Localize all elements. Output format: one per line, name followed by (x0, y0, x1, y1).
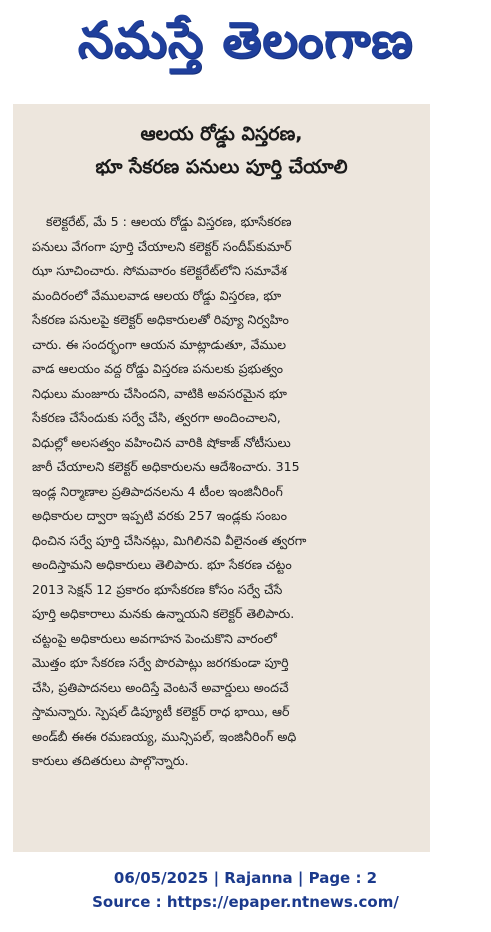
headline-line: ఆలయ రోడ్డు విస్తరణ, (140, 123, 303, 145)
body-line: పూర్తి అధికారాలు మనకు ఉన్నాయని కలెక్టర్ తెలిపారు. (32, 606, 295, 621)
body-line: స్తామన్నారు. స్పెషల్ డిప్యూటీ కలెక్టర్ రాధ భాయి, ఆర్ (32, 704, 290, 719)
body-line: 2013 సెక్షన్ 12 ప్రకారం భూసేకరణ కోసం సర్వే చేసే (32, 581, 283, 597)
body-line: చారు. ఈ సందర్భంగా ఆయన మాట్లాడుతూ, వేముల (32, 336, 287, 352)
body-line: సేకరణ పనులపై కలెక్టర్ అధికారులతో రివ్యూ నిర్వహిం (32, 312, 289, 327)
body-line: అధికారుల ద్వారా ఇప్పటి వరకు 257 ఇండ్లకు సంబం (32, 508, 287, 523)
body-line: కలెక్టరేట్, మే 5 : ఆలయ రోడ్డు విస్తరణ, భూసేకరణ (46, 214, 292, 229)
masthead-title: నమస్తే తెలంగాణ (77, 10, 414, 69)
body-line: నిధులు మంజూరు చేసిందని, వాటికి అవసరమైన భూ (32, 385, 287, 401)
body-line: సేకరణ చేసేందుకు సర్వే చేసి, త్వరగా అందించాలని, (32, 410, 281, 425)
body-line: ఝా సూచించారు. సోమవారం కలెక్టరేట్‌లోని సమావేశ (32, 263, 287, 278)
body-line: ధించిన సర్వే పూర్తి చేసినట్లు, మిగిలినవి వీలైనంత త్వరగా (32, 532, 307, 548)
body-line: మొత్తం భూ సేకరణ సర్వే పొరపాట్లు జరగకుండా పూర్తి (32, 655, 289, 670)
source-link[interactable]: Source : https://epaper.ntnews.com/ (92, 893, 399, 911)
body-line: మందిరంలో వేములవాడ ఆలయ రోడ్డు విస్తరణ, భూ (32, 287, 282, 303)
article-headline (13, 118, 430, 184)
news-clipping (13, 104, 430, 852)
body-line: జారీ చేయాలని కలెక్టర్ అధికారులను ఆదేశించారు. 315 (32, 459, 300, 474)
body-line: ఇండ్ల నిర్మాణాల ప్రతిపాదనలను 4 టీంల ఇంజినీరింగ్ (32, 483, 283, 499)
body-line: కారులు తదితరులు పాల్గొన్నారు. (32, 753, 189, 768)
article-body (32, 210, 424, 774)
body-line: చేసి, ప్రతిపాదనలు అందిస్తే వెంటనే అవార్డులు అందచే (32, 679, 289, 695)
body-line: చట్టంపై అధికారులు అవగాహన పెంచుకొని వారంలో (32, 630, 277, 646)
edition-info: 06/05/2025 | Rajanna | Page : 2 (113, 869, 378, 887)
headline-line: భూ సేకరణ పనులు పూర్తి చేయాలి (95, 156, 348, 178)
body-line: పనులు వేగంగా పూర్తి చేయాలని కలెక్టర్ సందీప్‌కుమార్ (32, 238, 292, 254)
body-line: వాడ ఆలయం వద్ద రోడ్డు విస్తరణ పనులకు ప్రభుత్వం (32, 361, 283, 376)
body-line: అండ్‌బీ ఈఈ రమణయ్య, మున్సిపల్, ఇంజినీరింగ్ అధి (32, 728, 297, 744)
body-line: విధుల్లో అలసత్వం వహించిన వారికి షోకాజ్ నోటీసులు (32, 434, 291, 450)
masthead-logo (0, 0, 491, 92)
body-line: అందిస్తామని అధికారులు తెలిపారు. భూ సేకరణ చట్టం (32, 557, 292, 572)
